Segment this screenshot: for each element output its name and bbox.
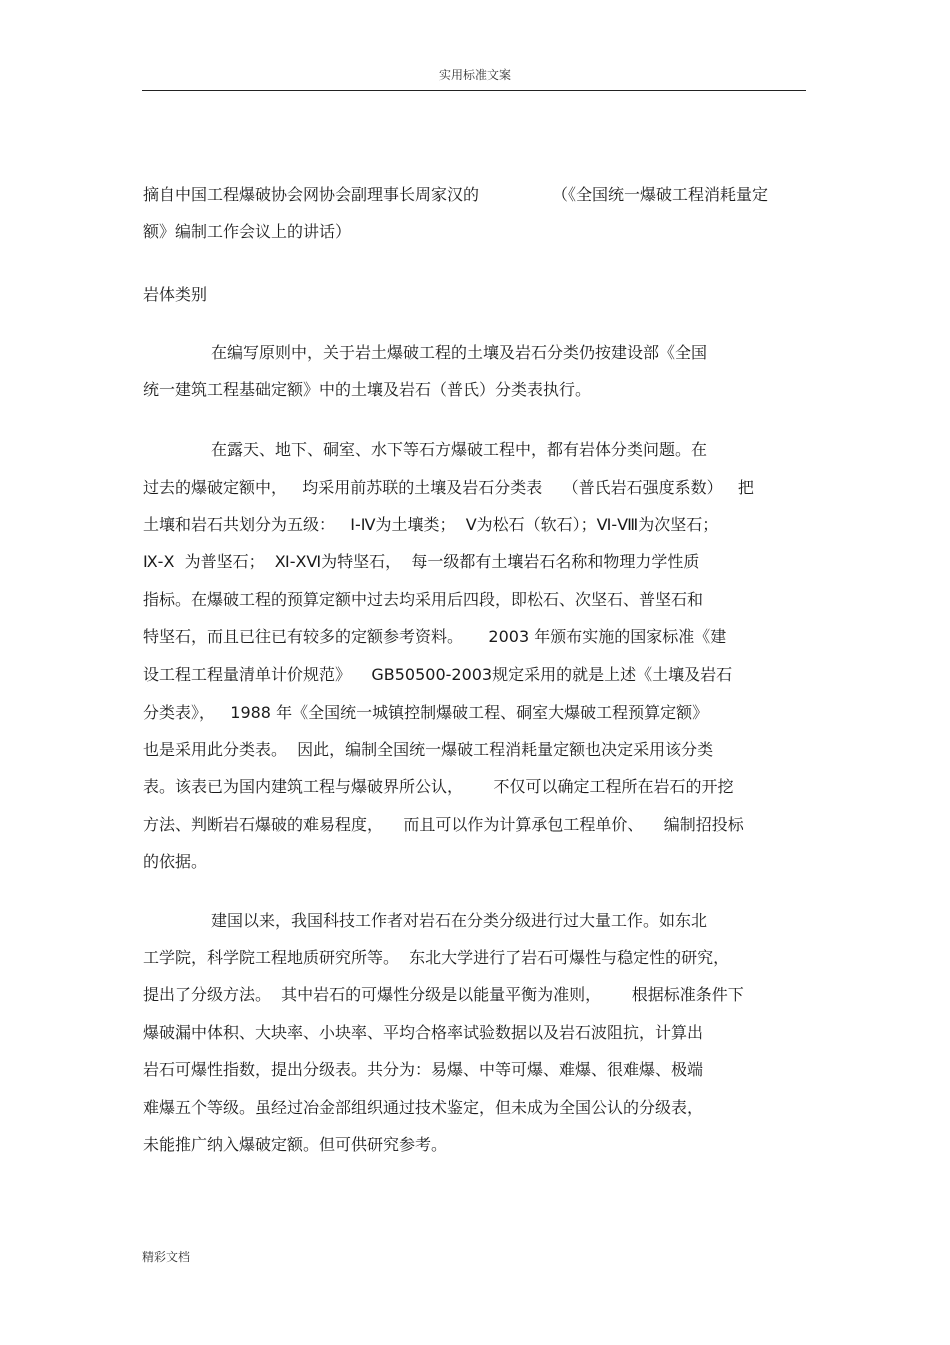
paragraph-2-line: Ⅸ-Ⅹ 为普坚石； Ⅺ-ⅩⅥ为特坚石， 每一级都有土壤岩石名称和物理力学性质	[143, 552, 700, 571]
paragraph-2-line: 设工程工程量清单计价规范》 GB50500-2003规定采用的就是上述《土壤及岩石	[143, 665, 733, 684]
page-header: 实用标准文案	[438, 68, 511, 82]
paragraph-2-line: 的依据。	[143, 852, 208, 871]
section-title: 岩体类别	[143, 285, 208, 304]
paragraph-3-line: 建国以来，我国科技工作者对岩石在分类分级进行过大量工作。如东北	[211, 911, 708, 930]
paragraph-3-line: 岩石可爆性指数，提出分级表。共分为：易爆、中等可爆、难爆、很难爆、极端	[143, 1060, 704, 1079]
paragraph-2-line: 指标。在爆破工程的预算定额中过去均采用后四段，即松石、次坚石、普坚石和	[143, 590, 704, 609]
paragraph-3-line: 工学院，科学院工程地质研究所等。 东北大学进行了岩石可爆性与稳定性的研究，	[143, 948, 730, 967]
header-rule	[142, 90, 806, 91]
intro-line-1-right: （《全国统一爆破工程消耗量定	[552, 185, 769, 204]
paragraph-2-line: 土壤和岩石共划分为五级： Ⅰ-Ⅳ为土壤类； Ⅴ为松石（软石）；Ⅵ-Ⅷ为次坚石；	[143, 515, 719, 534]
paragraph-2-line: 特坚石，而且已往已有较多的定额参考资料。 2003 年颁布实施的国家标准《建	[143, 627, 727, 646]
paragraph-2-line: 分类表》， 1988 年《全国统一城镇控制爆破工程、硐室大爆破工程预算定额》	[143, 703, 709, 722]
paragraph-2-line: 也是采用此分类表。 因此，编制全国统一爆破工程消耗量定额也决定采用该分类	[143, 740, 714, 759]
paragraph-3-line: 爆破漏中体积、大块率、小块率、平均合格率试验数据以及岩石波阻抗，计算出	[143, 1023, 704, 1042]
paragraph-2-line: 在露天、地下、硐室、水下等石方爆破工程中，都有岩体分类问题。在	[211, 440, 708, 459]
paragraph-2-line: 方法、判断岩石爆破的难易程度， 而且可以作为计算承包工程单价、 编制招投标	[143, 815, 744, 834]
intro-line-1-left: 摘自中国工程爆破协会网协会副理事长周家汉的	[143, 185, 480, 204]
paragraph-2-line: 过去的爆破定额中， 均采用前苏联的土壤及岩石分类表 （普氏岩石强度系数） 把	[143, 478, 754, 497]
intro-line-2: 额》编制工作会议上的讲话）	[143, 222, 352, 241]
paragraph-1-line: 在编写原则中，关于岩土爆破工程的土壤及岩石分类仍按建设部《全国	[211, 343, 708, 362]
paragraph-2-line: 表。该表已为国内建筑工程与爆破界所公认， 不仅可以确定工程所在岩石的开挖	[143, 777, 734, 796]
paragraph-1-line: 统一建筑工程基础定额》中的土壤及岩石（普氏）分类表执行。	[143, 380, 592, 399]
page-footer: 精彩文档	[142, 1250, 191, 1264]
paragraph-3-line: 提出了分级方法。 其中岩石的可爆性分级是以能量平衡为准则， 根据标准条件下	[143, 985, 744, 1004]
paragraph-3-line: 未能推广纳入爆破定额。但可供研究参考。	[143, 1135, 448, 1154]
paragraph-3-line: 难爆五个等级。虽经过冶金部组织通过技术鉴定，但未成为全国公认的分级表，	[143, 1098, 704, 1117]
